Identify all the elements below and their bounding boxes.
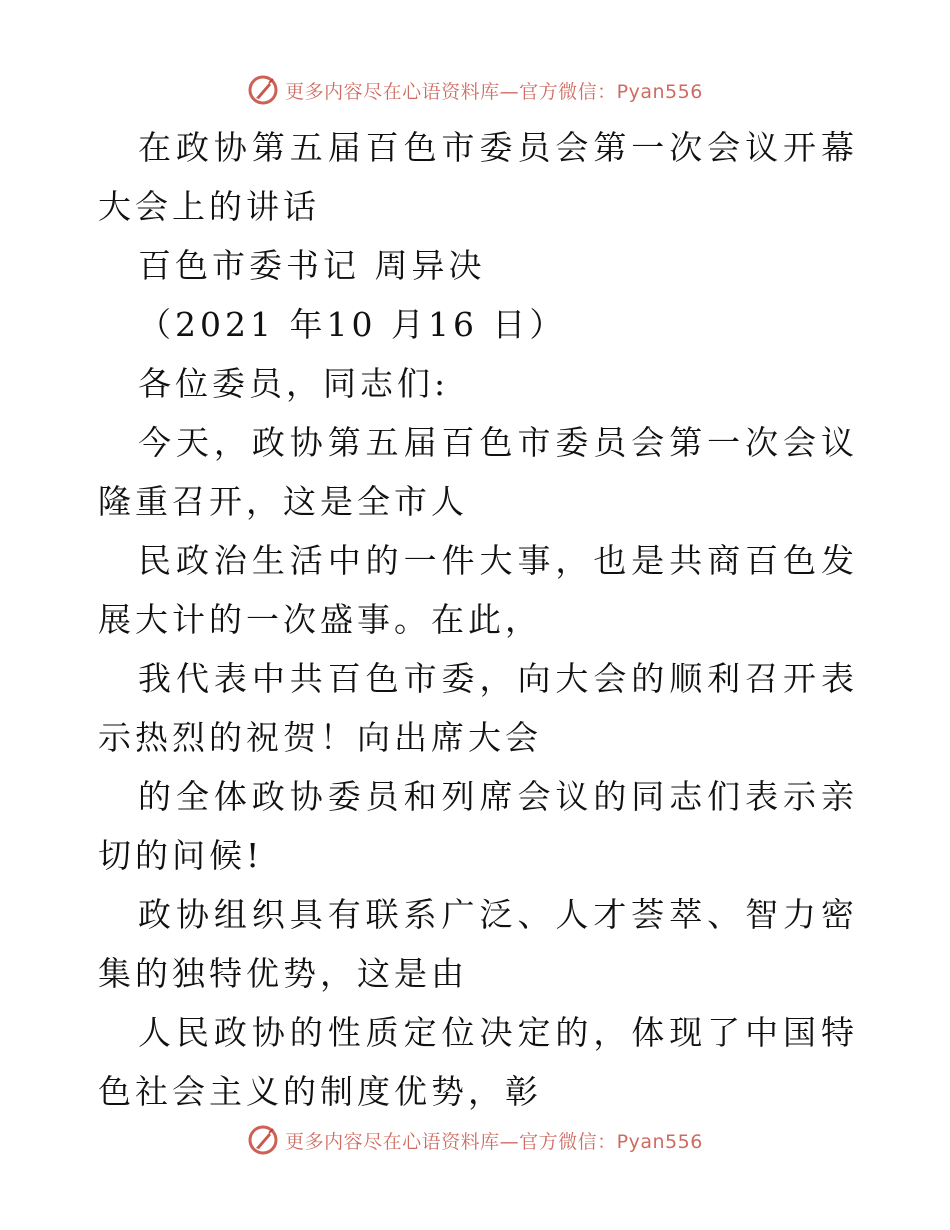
watermark-text: 更多内容尽在心语资料库—官方微信：Pyan556 bbox=[285, 80, 703, 103]
paragraph: 我代表中共百色市委，向大会的顺利召开表示热烈的祝贺！向出席大会 bbox=[98, 659, 858, 757]
paragraph: 各位委员，同志们: bbox=[138, 364, 450, 403]
header-watermark bbox=[0, 70, 950, 110]
quill-logo-icon bbox=[247, 74, 279, 106]
document-author: 百色市委书记 周异决 bbox=[138, 246, 486, 285]
watermark-text: 更多内容尽在心语资料库—官方微信：Pyan556 bbox=[285, 1130, 703, 1153]
paragraph: 今天，政协第五届百色市委员会第一次会议隆重召开，这是全市人 bbox=[98, 423, 858, 521]
footer-watermark bbox=[0, 1120, 950, 1160]
paragraph: 的全体政协委员和列席会议的同志们表示亲切的问候! bbox=[98, 777, 858, 875]
paragraph: 民政治生活中的一件大事，也是共商百色发展大计的一次盛事。在此， bbox=[98, 541, 858, 639]
document-date: （2021 年10 月16 日） bbox=[138, 305, 567, 344]
paragraph: 人民政协的性质定位决定的，体现了中国特色社会主义的制度优势，彰 bbox=[98, 1013, 858, 1111]
document-body bbox=[98, 118, 858, 1121]
document-title: 在政协第五届百色市委员会第一次会议开幕大会上的讲话 bbox=[98, 128, 858, 226]
paragraph: 政协组织具有联系广泛、人才荟萃、智力密集的独特优势，这是由 bbox=[98, 895, 858, 993]
quill-logo-icon bbox=[247, 1124, 279, 1156]
